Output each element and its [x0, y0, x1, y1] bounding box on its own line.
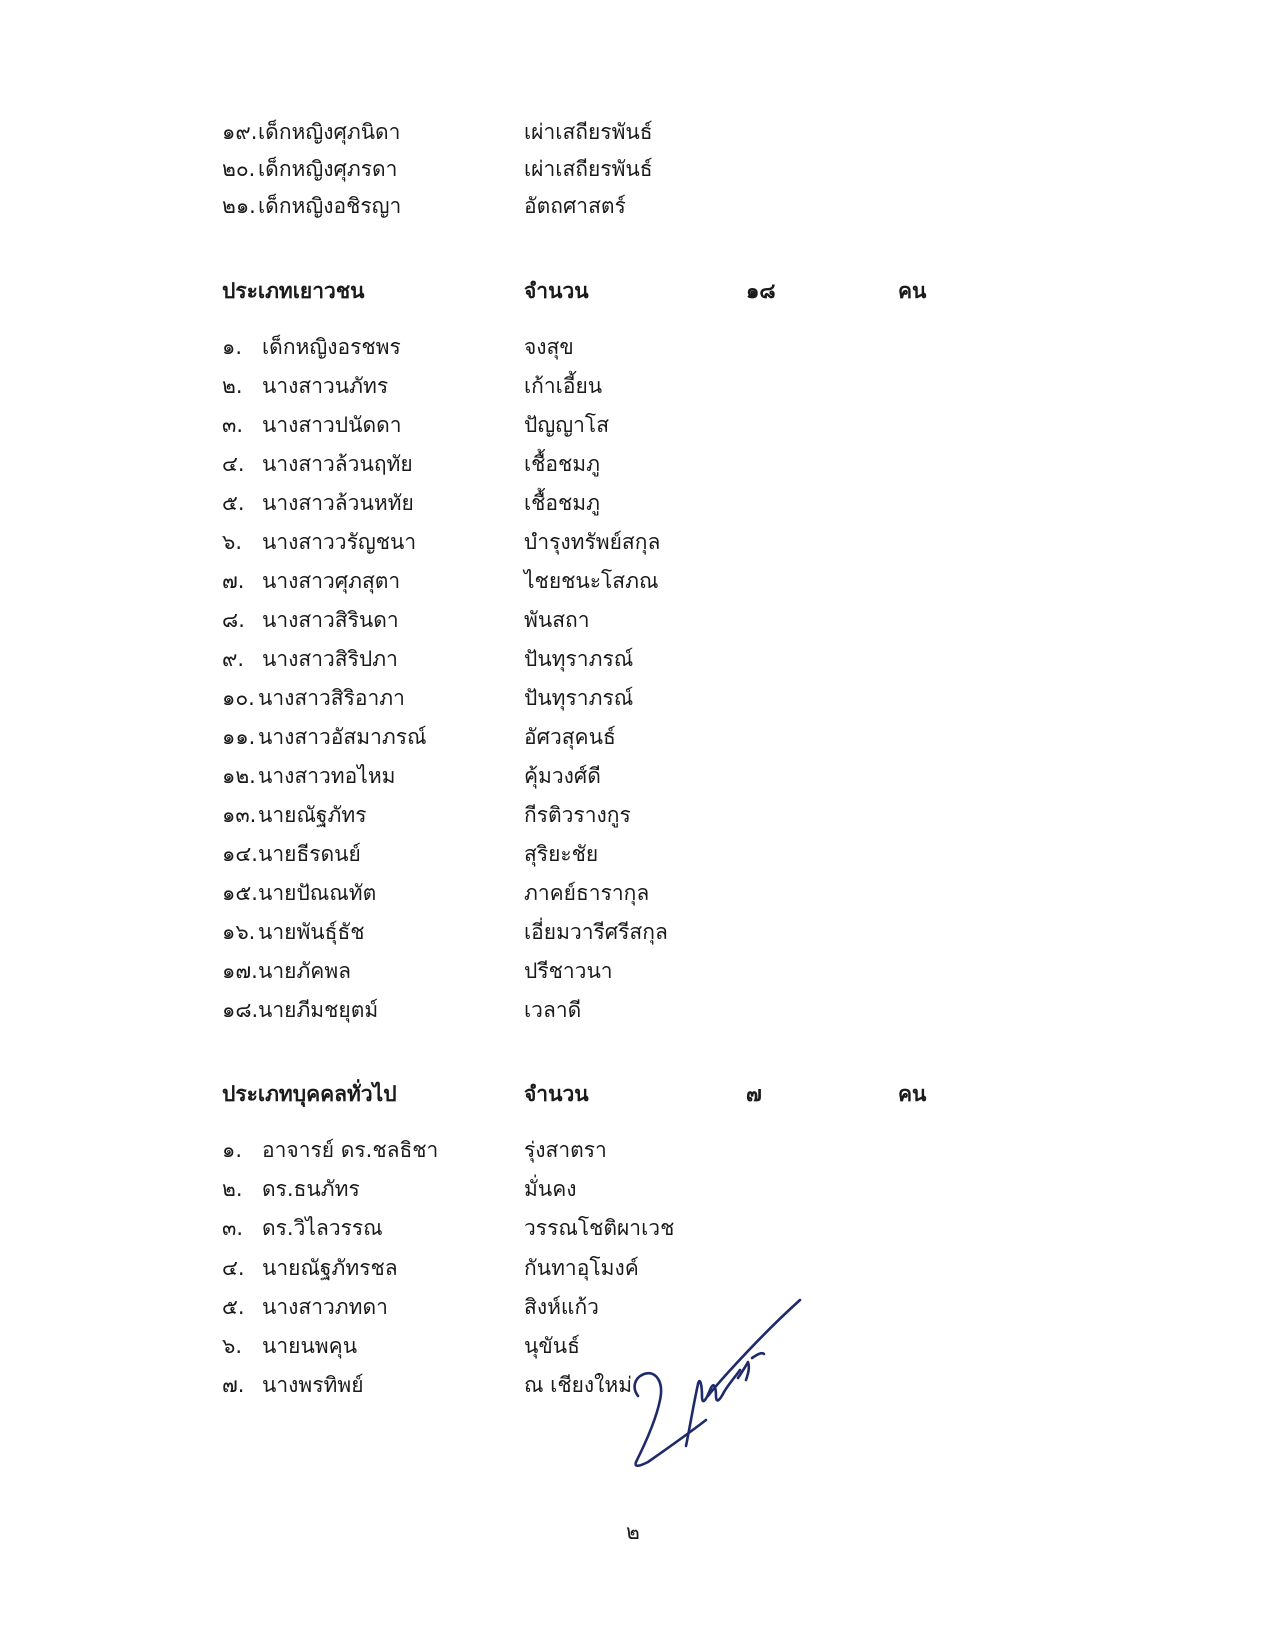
surname: ไชยชนะโสภณ	[524, 569, 659, 593]
given-name: นางสาวล้วนหทัย	[262, 491, 414, 515]
surname: วรรณโชติผาเวช	[524, 1216, 675, 1240]
surname: ปรีชาวนา	[524, 959, 613, 983]
surname: อัศวสุคนธ์	[524, 725, 616, 749]
given-name: ดร.วิไลวรรณ	[262, 1216, 383, 1240]
surname: กันทาอุโมงค์	[524, 1256, 639, 1280]
surname: จงสุข	[524, 335, 574, 359]
signature-icon	[630, 1296, 810, 1512]
item-number: ๑๑.	[222, 725, 256, 749]
given-name: เด็กหญิงศุภนิดา	[258, 120, 401, 144]
given-name: นางสาวปนัดดา	[262, 413, 402, 437]
item-number: ๑.	[222, 335, 243, 359]
given-name: นายณัฐภัทร	[258, 803, 367, 827]
item-number: ๒.	[222, 1177, 243, 1201]
given-name: นายนพคุน	[262, 1334, 358, 1358]
given-name: นายปัณณทัต	[258, 881, 377, 905]
item-number: ๔.	[222, 452, 245, 476]
surname: รุ่งสาตรา	[524, 1138, 607, 1162]
item-number: ๑๘.	[222, 998, 259, 1022]
given-name: นายภัคพล	[258, 959, 352, 983]
surname: บำรุงทรัพย์สกุล	[524, 530, 661, 554]
item-number: ๔.	[222, 1256, 245, 1280]
count-value: ๗	[746, 1082, 762, 1106]
count-value: ๑๘	[746, 279, 776, 303]
item-number: ๒๐.	[222, 157, 256, 181]
item-number: ๑๗.	[222, 959, 258, 983]
surname: คุ้มวงศ์ดี	[524, 764, 601, 788]
count-unit: คน	[898, 1082, 927, 1106]
given-name: นางสาวภทดา	[262, 1295, 388, 1319]
surname: เก้าเอี้ยน	[524, 374, 603, 398]
surname: ปัญญาโส	[524, 413, 610, 437]
item-number: ๕.	[222, 491, 245, 515]
item-number: ๗.	[222, 1373, 245, 1397]
given-name: นายณัฐภัทรชล	[262, 1256, 398, 1280]
item-number: ๑๔.	[222, 842, 258, 866]
surname: เชื้อชมภู	[524, 491, 600, 515]
given-name: นายพันธุ์ธัช	[258, 920, 365, 944]
surname: ปันทุราภรณ์	[524, 686, 634, 710]
item-number: ๓.	[222, 413, 244, 437]
given-name: เด็กหญิงอชิรญา	[258, 194, 402, 218]
count-label: จำนวน	[524, 279, 589, 303]
item-number: ๑.	[222, 1138, 243, 1162]
surname: สุริยะชัย	[524, 842, 599, 866]
item-number: ๑๓.	[222, 803, 257, 827]
given-name: นายธีรดนย์	[258, 842, 361, 866]
given-name: นางสาวอัสมาภรณ์	[258, 725, 427, 749]
given-name: นางสาวทอไหม	[258, 764, 396, 788]
item-number: ๑๒.	[222, 764, 256, 788]
surname: เชื้อชมภู	[524, 452, 600, 476]
item-number: ๑๕.	[222, 881, 258, 905]
item-number: ๑๐.	[222, 686, 255, 710]
page-number: ๒	[626, 1520, 640, 1544]
given-name: นายภีมชยุตม์	[258, 998, 379, 1022]
surname: ปันทุราภรณ์	[524, 647, 634, 671]
item-number: ๘.	[222, 608, 245, 632]
section-title: ประเภทบุคคลทั่วไป	[222, 1082, 397, 1106]
surname: สิงห์แก้ว	[524, 1295, 599, 1319]
item-number: ๖.	[222, 1334, 243, 1358]
given-name: นางสาวนภัทร	[262, 374, 389, 398]
given-name: อาจารย์ ดร.ชลธิชา	[262, 1138, 439, 1162]
item-number: ๑๙.	[222, 120, 258, 144]
surname: มั่นคง	[524, 1177, 577, 1201]
surname: ภาคย์ธารากุล	[524, 881, 650, 905]
item-number: ๖.	[222, 530, 243, 554]
item-number: ๗.	[222, 569, 245, 593]
given-name: นางสาววรัญชนา	[262, 530, 417, 554]
given-name: นางสาวสิรินดา	[262, 608, 399, 632]
item-number: ๕.	[222, 1295, 245, 1319]
given-name: เด็กหญิงศุภรดา	[258, 157, 398, 181]
surname: เผ่าเสถียรพันธ์	[524, 157, 653, 181]
count-unit: คน	[898, 279, 927, 303]
count-label: จำนวน	[524, 1082, 589, 1106]
surname: ณ เชียงใหม่	[524, 1373, 633, 1397]
given-name: นางพรทิพย์	[262, 1373, 364, 1397]
surname: นุขันธ์	[524, 1334, 580, 1358]
item-number: ๓.	[222, 1216, 244, 1240]
surname: พันสถา	[524, 608, 590, 632]
surname: เวลาดี	[524, 998, 582, 1022]
item-number: ๙.	[222, 647, 245, 671]
surname: อัตถศาสตร์	[524, 194, 626, 218]
section-title: ประเภทเยาวชน	[222, 279, 365, 303]
given-name: นางสาวสิริอาภา	[258, 686, 405, 710]
item-number: ๒.	[222, 374, 243, 398]
given-name: นางสาวสิริปภา	[262, 647, 398, 671]
item-number: ๒๑.	[222, 194, 256, 218]
given-name: ดร.ธนภัทร	[262, 1177, 360, 1201]
surname: เผ่าเสถียรพันธ์	[524, 120, 653, 144]
surname: เอี่ยมวารีศรีสกุล	[524, 920, 668, 944]
item-number: ๑๖.	[222, 920, 256, 944]
given-name: นางสาวล้วนฤทัย	[262, 452, 413, 476]
given-name: นางสาวศุภสุตา	[262, 569, 401, 593]
given-name: เด็กหญิงอรชพร	[262, 335, 401, 359]
surname: กีรติวรางกูร	[524, 803, 631, 827]
